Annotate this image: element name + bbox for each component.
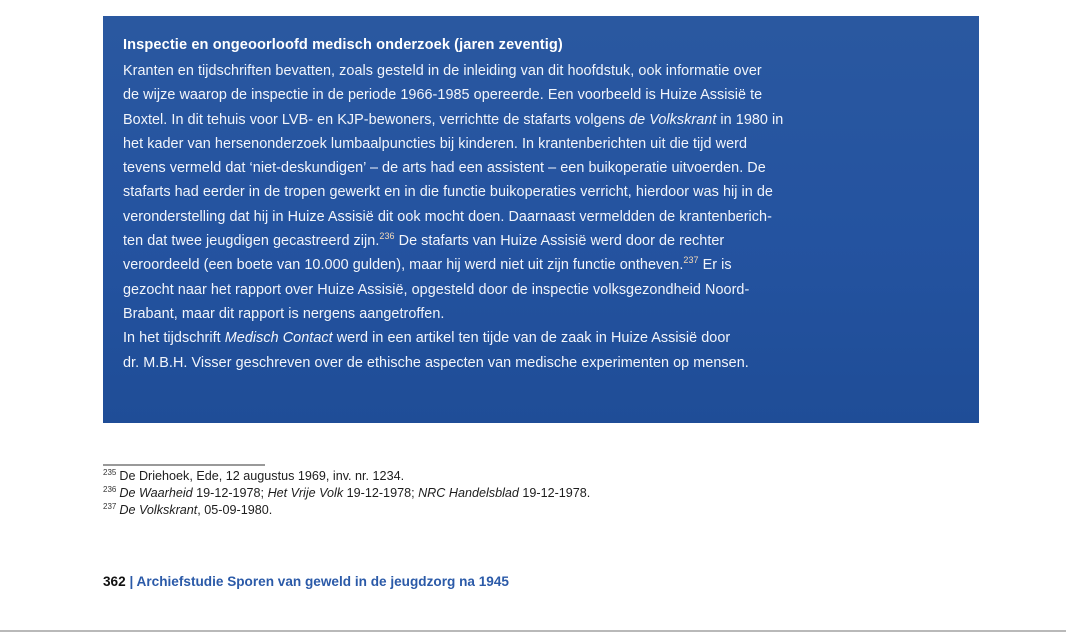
textbox-line: tevens vermeld dat ‘niet-deskundigen’ – de arts had een assistent – een buikoperatie uitvoerden. De — [123, 160, 766, 177]
footnote-divider — [103, 464, 265, 466]
text-run: De stafarts van Huize Assisië werd door de rechter — [394, 233, 725, 250]
footnote-text: 19-12-1978. — [518, 486, 591, 500]
footer-separator: | — [125, 574, 137, 589]
textbox-line — [123, 326, 957, 350]
text-run: in 1980 in — [716, 111, 784, 128]
footnote-number: 235 — [103, 467, 117, 477]
journal-title: Medisch Contact — [224, 330, 333, 347]
page-bottom-edge — [0, 630, 1066, 632]
footnote — [103, 468, 590, 485]
footnote-number: 237 — [103, 501, 117, 511]
source-title: NRC Handelsblad — [418, 486, 519, 500]
footnote-text: 19-12-1978; — [343, 486, 419, 500]
textbox-line: de wijze waarop de inspectie in de periode 1966-1985 opereerde. Een voorbeeld is Huize Assisië te — [123, 87, 763, 104]
textbox-line: Kranten en tijdschriften bevatten, zoals gesteld in de inleiding van dit hoofdstuk, ook informatie over — [123, 63, 762, 79]
newspaper-title: de Volkskrant — [629, 111, 717, 128]
textbox-line: stafarts had eerder in de tropen gewerkt en in die functie buikoperaties verricht, hierdoor was hij in de — [123, 184, 773, 201]
footnote-ref: 236 — [379, 231, 395, 242]
footnote-text: 19-12-1978; — [192, 486, 268, 500]
footnotes — [103, 468, 590, 519]
source-title: Het Vrije Volk — [267, 486, 344, 500]
page-footer — [103, 574, 509, 589]
page-number: 362 — [103, 574, 126, 589]
textbox-line: dr. M.B.H. Visser geschreven over de ethische aspecten van medische experimenten op mensen. — [123, 354, 749, 371]
footnote — [103, 502, 590, 519]
textbox-heading: Inspectie en ongeoorloofd medisch onderzoek (jaren zeventig) — [123, 37, 563, 53]
footnote-text: , 05-09-1980. — [197, 503, 273, 517]
textbox-line — [123, 108, 957, 132]
textbox-line — [123, 229, 957, 253]
text-run: Er is — [698, 257, 732, 274]
source-title: De Waarheid — [119, 486, 193, 500]
footnote-ref: 237 — [683, 255, 699, 266]
footnote — [103, 485, 590, 502]
source-title: De Volkskrant — [119, 503, 198, 517]
textbox-line: het kader van hersenonderzoek lumbaalpuncties bij kinderen. In krantenberichten uit die tijd werd — [123, 135, 748, 152]
text-run: werd in een artikel ten tijde van de zaak in Huize Assisië door — [332, 330, 731, 347]
textbox-line: Brabant, maar dit rapport is nergens aangetroffen. — [123, 305, 445, 322]
textbox-line: gezocht naar het rapport over Huize Assisië, opgesteld door de inspectie volksgezondheid Noord- — [123, 281, 750, 298]
textbox-line — [123, 253, 957, 277]
text-run: ten dat twee jeugdigen gecastreerd zijn. — [123, 233, 380, 250]
text-run: Boxtel. In dit tehuis voor LVB- en KJP-bewoners, verrichtte de stafarts volgens — [123, 111, 630, 128]
textbox-line: veronderstelling dat hij in Huize Assisië dit ook mocht doen. Daarnaast vermeldden de krantenberich- — [123, 208, 772, 225]
publication-title: Archiefstudie Sporen van geweld in de jeugdzorg na 1945 — [136, 574, 509, 589]
text-run: veroordeeld (een boete van 10.000 gulden), maar hij werd niet uit zijn functie ontheven. — [123, 257, 684, 274]
footnote-text: De Driehoek, Ede, 12 augustus 1969, inv. nr. 1234. — [119, 469, 405, 483]
footnote-number: 236 — [103, 484, 117, 494]
highlight-textbox — [103, 16, 979, 423]
text-run: In het tijdschrift — [123, 330, 225, 347]
